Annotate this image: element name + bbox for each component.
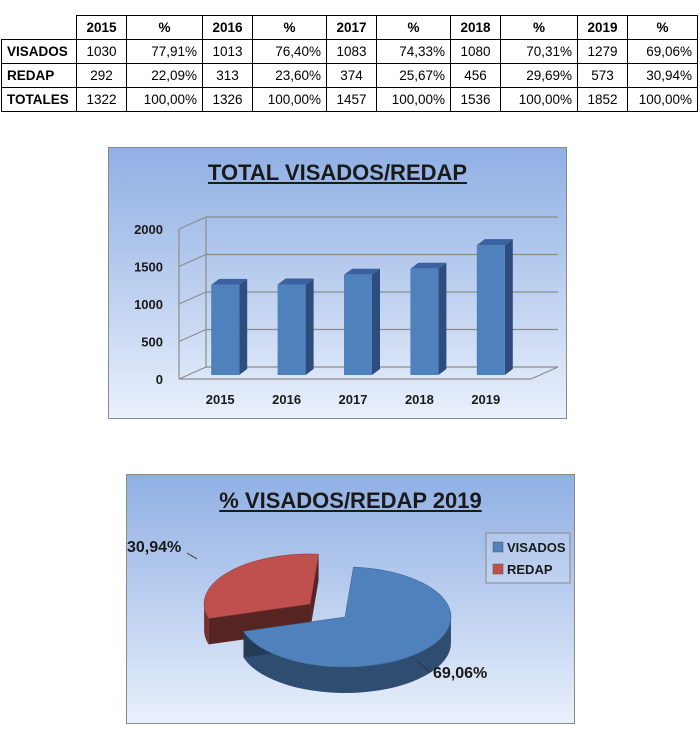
table-header-cell: % <box>628 16 698 40</box>
table-header-cell: 2016 <box>203 16 253 40</box>
x-tick-label: 2017 <box>338 392 368 407</box>
table-cell: 29,69% <box>501 64 578 88</box>
table-row <box>2 64 698 88</box>
table-cell: 74,33% <box>377 40 451 64</box>
pie-chart-plot <box>127 475 574 723</box>
table-cell: 100,00% <box>377 88 451 112</box>
gridline-side <box>179 255 206 267</box>
table-cell: 1279 <box>578 40 628 64</box>
table-row <box>2 88 698 112</box>
bar-side <box>306 279 314 375</box>
bar <box>211 279 247 375</box>
gridline-side <box>179 367 206 379</box>
x-tick-label: 2019 <box>471 392 501 407</box>
table-cell: 69,06% <box>628 40 698 64</box>
table-cell: 100,00% <box>628 88 698 112</box>
table-header-cell: % <box>377 16 451 40</box>
legend-swatch <box>493 564 503 574</box>
table-cell: 100,00% <box>253 88 327 112</box>
table-header-cell: % <box>127 16 203 40</box>
table-corner-cell <box>2 16 77 40</box>
table-cell: 1013 <box>203 40 253 64</box>
table-header-cell: 2017 <box>327 16 377 40</box>
table-header-cell: 2015 <box>77 16 127 40</box>
table-cell: 313 <box>203 64 253 88</box>
table-cell: 1322 <box>77 88 127 112</box>
pie-legend <box>486 533 570 583</box>
y-tick-label: 1000 <box>134 297 163 312</box>
table-header-row <box>2 16 698 40</box>
bar-chart <box>108 147 567 419</box>
table-cell: 1326 <box>203 88 253 112</box>
x-tick-label: 2018 <box>404 392 434 407</box>
bar <box>344 269 380 375</box>
bar-side <box>372 269 380 375</box>
table-cell: 77,91% <box>127 40 203 64</box>
legend-label: REDAP <box>507 562 553 577</box>
bar-side <box>438 263 446 375</box>
bar-front <box>410 269 438 375</box>
table-cell: 100,00% <box>501 88 578 112</box>
table-row-label: REDAP <box>2 64 77 88</box>
x-tick-label: 2015 <box>205 392 235 407</box>
y-tick-label: 2000 <box>134 222 163 237</box>
table-cell: 1457 <box>327 88 377 112</box>
table-cell: 22,09% <box>127 64 203 88</box>
table-cell: 1030 <box>77 40 127 64</box>
table-cell: 1852 <box>578 88 628 112</box>
table-cell: 1083 <box>327 40 377 64</box>
y-tick-label: 500 <box>141 334 163 350</box>
table-header-cell: % <box>501 16 578 40</box>
pie-chart-title: % VISADOS/REDAP 2019 <box>219 488 482 513</box>
bar-chart-title: TOTAL VISADOS/REDAP <box>207 160 468 185</box>
data-table <box>1 15 698 112</box>
table-header-cell: 2019 <box>578 16 628 40</box>
table-cell: 70,31% <box>501 40 578 64</box>
bar-side <box>505 239 513 375</box>
pie-data-label: 30,94% <box>127 539 182 556</box>
floor-edge <box>531 367 558 379</box>
table-cell: 1536 <box>451 88 501 112</box>
bar-front <box>278 285 306 375</box>
table-row-label: TOTALES <box>2 88 77 112</box>
table-cell: 30,94% <box>628 64 698 88</box>
pie-data-label: 69,06% <box>433 665 488 682</box>
table-header-cell: 2018 <box>451 16 501 40</box>
table-row-label: VISADOS <box>2 40 77 64</box>
x-tick-label: 2016 <box>272 392 302 407</box>
gridline-side <box>179 292 206 304</box>
bar-side <box>239 279 247 375</box>
table-cell: 23,60% <box>253 64 327 88</box>
table-cell: 374 <box>327 64 377 88</box>
bar <box>477 239 513 375</box>
table-header-cell: % <box>253 16 327 40</box>
leader-line <box>187 553 197 559</box>
table-cell: 292 <box>77 64 127 88</box>
table-cell: 100,00% <box>127 88 203 112</box>
y-tick-label: 1500 <box>134 259 163 275</box>
bar <box>410 263 446 375</box>
pie-chart <box>126 474 575 724</box>
table-cell: 25,67% <box>377 64 451 88</box>
legend-swatch <box>493 542 503 552</box>
bar-chart-plot <box>109 148 566 418</box>
legend-label: VISADOS <box>507 540 566 555</box>
table-cell: 573 <box>578 64 628 88</box>
bar-front <box>477 245 505 375</box>
bar <box>278 279 314 375</box>
bar-front <box>344 275 372 375</box>
gridline-side <box>179 330 206 342</box>
table-row <box>2 40 698 64</box>
gridline-side <box>179 217 206 229</box>
bar-front <box>211 285 239 375</box>
table-cell: 76,40% <box>253 40 327 64</box>
y-tick-label: 0 <box>155 372 163 387</box>
table-cell: 1080 <box>451 40 501 64</box>
table-cell: 456 <box>451 64 501 88</box>
